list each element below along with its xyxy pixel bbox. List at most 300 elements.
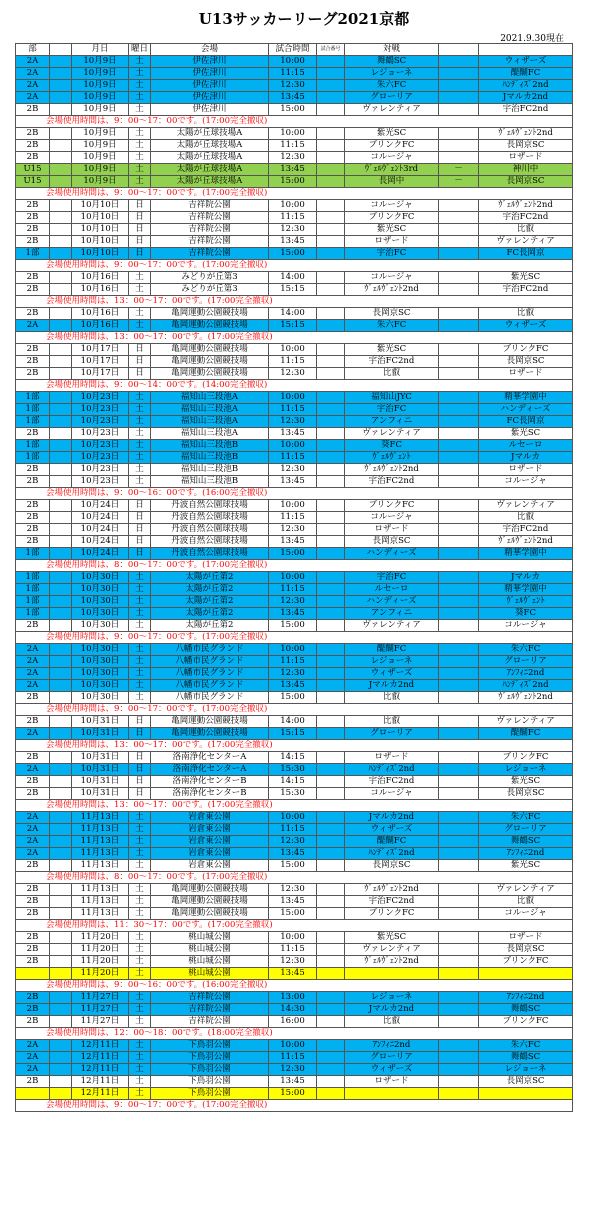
cell-division: 2B	[16, 152, 50, 164]
cell-game-number	[317, 236, 345, 248]
cell-date: 10月10日	[72, 200, 129, 212]
cell-home-team: ブリンクFC	[345, 500, 439, 512]
cell-date: 10月9日	[72, 56, 129, 68]
cell-game-number	[317, 716, 345, 728]
cell-vs	[439, 728, 479, 740]
cell-weekday: 土	[129, 944, 151, 956]
cell-away-team: 宇治FC2nd	[479, 104, 573, 116]
cell-division: 1部	[16, 404, 50, 416]
cell-vs	[439, 572, 479, 584]
cell-venue: 桃山城公園	[151, 956, 269, 968]
cell-away-team: ハンディーズ	[479, 404, 573, 416]
cell-time: 12:30	[269, 416, 317, 428]
match-row	[16, 692, 573, 704]
cell-away-team: ロザード	[479, 368, 573, 380]
cell-away-team: ｳﾞｪﾙｳﾞｪﾝﾄ	[479, 596, 573, 608]
cell-date: 10月23日	[72, 476, 129, 488]
cell-vs	[439, 404, 479, 416]
cell-date: 10月17日	[72, 344, 129, 356]
cell-away-team: 舞鶴SC	[479, 836, 573, 848]
col-game-number: 試合番号	[317, 44, 345, 56]
cell-away-team: 紫光SC	[479, 776, 573, 788]
cell-vs	[439, 968, 479, 980]
col-weekday: 曜日	[129, 44, 151, 56]
cell-weekday: 土	[129, 848, 151, 860]
cell-venue: 亀岡運動公園競技場	[151, 356, 269, 368]
cell-weekday: 土	[129, 404, 151, 416]
cell-time: 14:00	[269, 308, 317, 320]
cell-time: 14:00	[269, 716, 317, 728]
cell-division: 2A	[16, 644, 50, 656]
cell-time: 12:30	[269, 224, 317, 236]
cell-blank	[50, 716, 72, 728]
cell-game-number	[317, 608, 345, 620]
cell-blank	[50, 524, 72, 536]
cell-time: 10:00	[269, 200, 317, 212]
cell-date: 11月13日	[72, 884, 129, 896]
match-row	[16, 1088, 573, 1100]
cell-game-number	[317, 656, 345, 668]
cell-home-team: ｳﾞｪﾙｳﾞｪﾝﾄ3rd	[345, 164, 439, 176]
cell-blank	[50, 728, 72, 740]
cell-home-team: ヴァレンティア	[345, 104, 439, 116]
cell-date: 10月17日	[72, 368, 129, 380]
cell-home-team: 紫光SC	[345, 344, 439, 356]
cell-vs	[439, 1052, 479, 1064]
cell-weekday: 土	[129, 1088, 151, 1100]
cell-game-number	[317, 1088, 345, 1100]
cell-away-team: ﾊﾝﾃﾞｨｽﾞ2nd	[479, 80, 573, 92]
cell-venue: 太陽が丘球技場A	[151, 140, 269, 152]
cell-venue: 福知山三段池A	[151, 416, 269, 428]
cell-blank	[50, 596, 72, 608]
match-row	[16, 416, 573, 428]
cell-blank	[50, 356, 72, 368]
cell-weekday: 日	[129, 248, 151, 260]
cell-weekday: 土	[129, 1076, 151, 1088]
cell-time: 11:15	[269, 1052, 317, 1064]
cell-home-team	[345, 968, 439, 980]
cell-time: 11:15	[269, 140, 317, 152]
cell-blank	[50, 884, 72, 896]
cell-division: 2B	[16, 992, 50, 1004]
cell-home-team: 醍醐FC	[345, 644, 439, 656]
cell-vs	[439, 1040, 479, 1052]
cell-weekday: 土	[129, 884, 151, 896]
match-row	[16, 896, 573, 908]
cell-time: 11:15	[269, 404, 317, 416]
cell-home-team: 舞鶴SC	[345, 56, 439, 68]
cell-weekday: 土	[129, 320, 151, 332]
cell-date: 11月27日	[72, 992, 129, 1004]
cell-game-number	[317, 224, 345, 236]
cell-away-team: 紫光SC	[479, 860, 573, 872]
cell-vs	[439, 848, 479, 860]
match-row	[16, 764, 573, 776]
cell-division: 1部	[16, 392, 50, 404]
cell-venue: 太陽が丘第2	[151, 572, 269, 584]
cell-date: 10月30日	[72, 620, 129, 632]
cell-time: 15:00	[269, 908, 317, 920]
cell-venue: 岩倉東公園	[151, 860, 269, 872]
cell-weekday: 日	[129, 344, 151, 356]
venue-usage-note	[16, 380, 573, 392]
cell-venue: 太陽が丘球技場A	[151, 176, 269, 188]
cell-weekday: 土	[129, 836, 151, 848]
cell-home-team: Jマルカ2nd	[345, 680, 439, 692]
cell-venue: 吉祥院公園	[151, 212, 269, 224]
cell-weekday: 土	[129, 1052, 151, 1064]
cell-game-number	[317, 140, 345, 152]
cell-vs	[439, 128, 479, 140]
cell-weekday: 土	[129, 128, 151, 140]
cell-venue: 亀岡運動公園競技場	[151, 320, 269, 332]
cell-weekday: 土	[129, 932, 151, 944]
col-date: 月日	[72, 44, 129, 56]
cell-division	[16, 1088, 50, 1100]
cell-date: 10月23日	[72, 440, 129, 452]
cell-vs	[439, 92, 479, 104]
cell-game-number	[317, 128, 345, 140]
cell-vs	[439, 824, 479, 836]
cell-venue: 福知山三段池B	[151, 452, 269, 464]
cell-blank	[50, 476, 72, 488]
cell-vs	[439, 752, 479, 764]
cell-date: 10月31日	[72, 788, 129, 800]
match-row	[16, 668, 573, 680]
cell-away-team: グローリア	[479, 656, 573, 668]
match-row	[16, 944, 573, 956]
cell-away-team: 比叡	[479, 896, 573, 908]
cell-date: 10月31日	[72, 752, 129, 764]
cell-blank	[50, 1064, 72, 1076]
cell-vs	[439, 248, 479, 260]
cell-division: 2B	[16, 476, 50, 488]
cell-division: U15	[16, 176, 50, 188]
cell-home-team: コルージャ	[345, 512, 439, 524]
match-row	[16, 464, 573, 476]
cell-division: 2B	[16, 356, 50, 368]
cell-weekday: 土	[129, 428, 151, 440]
cell-division: 2A	[16, 824, 50, 836]
cell-blank	[50, 584, 72, 596]
cell-division: 1部	[16, 452, 50, 464]
cell-weekday: 日	[129, 752, 151, 764]
cell-home-team: 宇治FC	[345, 404, 439, 416]
cell-time: 13:45	[269, 608, 317, 620]
cell-vs	[439, 884, 479, 896]
match-row	[16, 596, 573, 608]
cell-weekday: 土	[129, 140, 151, 152]
cell-weekday: 土	[129, 680, 151, 692]
cell-venue: 八幡市民グランド	[151, 668, 269, 680]
venue-usage-note	[16, 296, 573, 308]
cell-home-team: 紫光SC	[345, 224, 439, 236]
cell-blank	[50, 944, 72, 956]
cell-blank	[50, 92, 72, 104]
cell-home-team: ｳﾞｪﾙｳﾞｪﾝﾄ2nd	[345, 284, 439, 296]
cell-home-team: 宇治FC	[345, 572, 439, 584]
cell-vs	[439, 80, 479, 92]
cell-home-team: 宇治FC2nd	[345, 476, 439, 488]
cell-weekday: 土	[129, 476, 151, 488]
cell-division: 2B	[16, 884, 50, 896]
cell-venue: 八幡市民グランド	[151, 656, 269, 668]
cell-weekday: 土	[129, 104, 151, 116]
cell-venue: 伊佐津川	[151, 80, 269, 92]
cell-game-number	[317, 776, 345, 788]
cell-venue: 下鳥羽公園	[151, 1052, 269, 1064]
cell-venue: 太陽が丘球技場A	[151, 128, 269, 140]
cell-away-team	[479, 1088, 573, 1100]
match-row	[16, 1052, 573, 1064]
cell-home-team: ウィザーズ	[345, 1064, 439, 1076]
cell-time: 10:00	[269, 392, 317, 404]
cell-division: 2A	[16, 836, 50, 848]
cell-time: 11:15	[269, 512, 317, 524]
cell-vs	[439, 596, 479, 608]
cell-away-team: コルージャ	[479, 620, 573, 632]
cell-date: 11月13日	[72, 848, 129, 860]
cell-away-team: 長岡京SC	[479, 356, 573, 368]
cell-weekday: 土	[129, 1004, 151, 1016]
cell-time: 12:30	[269, 1064, 317, 1076]
cell-game-number	[317, 968, 345, 980]
venue-usage-note	[16, 704, 573, 716]
cell-away-team: ヴァレンティア	[479, 236, 573, 248]
cell-division: 2A	[16, 1040, 50, 1052]
cell-blank	[50, 836, 72, 848]
cell-game-number	[317, 992, 345, 1004]
cell-weekday: 土	[129, 464, 151, 476]
cell-away-team: 神川中	[479, 164, 573, 176]
cell-time: 15:00	[269, 548, 317, 560]
venue-usage-note-text: 会場使用時間は、9：00～17：00です。(17:00完全撤収)	[16, 260, 573, 272]
cell-weekday: 土	[129, 692, 151, 704]
cell-away-team: ロザード	[479, 932, 573, 944]
cell-time: 11:15	[269, 584, 317, 596]
cell-game-number	[317, 728, 345, 740]
cell-time: 14:15	[269, 752, 317, 764]
cell-away-team: 長岡京SC	[479, 788, 573, 800]
cell-time: 10:00	[269, 440, 317, 452]
cell-blank	[50, 1040, 72, 1052]
cell-home-team: 宇治FC2nd	[345, 896, 439, 908]
cell-away-team: 長岡京SC	[479, 176, 573, 188]
cell-game-number	[317, 956, 345, 968]
cell-weekday: 土	[129, 596, 151, 608]
cell-date: 10月31日	[72, 728, 129, 740]
cell-weekday: 日	[129, 788, 151, 800]
cell-division: 2A	[16, 668, 50, 680]
cell-time: 10:00	[269, 500, 317, 512]
match-row	[16, 752, 573, 764]
cell-away-team: 舞鶴SC	[479, 1004, 573, 1016]
cell-blank	[50, 56, 72, 68]
match-row	[16, 128, 573, 140]
cell-vs	[439, 836, 479, 848]
cell-division: 2B	[16, 308, 50, 320]
col-time: 試合時間	[269, 44, 317, 56]
cell-venue: 亀岡運動公園競技場	[151, 896, 269, 908]
cell-venue: 吉祥院公園	[151, 200, 269, 212]
match-row	[16, 104, 573, 116]
cell-home-team: ハンディーズ	[345, 548, 439, 560]
cell-venue: 岩倉東公園	[151, 836, 269, 848]
cell-game-number	[317, 80, 345, 92]
cell-vs	[439, 536, 479, 548]
cell-away-team: 精華学園中	[479, 584, 573, 596]
cell-game-number	[317, 584, 345, 596]
cell-game-number	[317, 344, 345, 356]
cell-division: 2B	[16, 692, 50, 704]
cell-date: 10月10日	[72, 224, 129, 236]
cell-away-team: ｳﾞｪﾙｳﾞｪﾝﾄ2nd	[479, 128, 573, 140]
cell-weekday: 土	[129, 896, 151, 908]
cell-away-team: ｳﾞｪﾙｳﾞｪﾝﾄ2nd	[479, 200, 573, 212]
cell-date: 10月23日	[72, 464, 129, 476]
cell-weekday: 日	[129, 500, 151, 512]
cell-blank	[50, 620, 72, 632]
match-row	[16, 956, 573, 968]
cell-time: 12:30	[269, 956, 317, 968]
cell-weekday: 土	[129, 452, 151, 464]
cell-time: 15:00	[269, 692, 317, 704]
venue-usage-note	[16, 560, 573, 572]
cell-weekday: 土	[129, 644, 151, 656]
cell-division: 2B	[16, 500, 50, 512]
cell-venue: 亀岡運動公園競技場	[151, 368, 269, 380]
cell-time: 15:00	[269, 176, 317, 188]
cell-vs	[439, 932, 479, 944]
cell-venue: 福知山三段池B	[151, 476, 269, 488]
col-match: 対戦	[345, 44, 439, 56]
match-row	[16, 788, 573, 800]
cell-weekday: 土	[129, 284, 151, 296]
cell-away-team: 宇治FC2nd	[479, 524, 573, 536]
cell-division: 2B	[16, 788, 50, 800]
cell-weekday: 日	[129, 716, 151, 728]
cell-weekday: 土	[129, 152, 151, 164]
cell-vs	[439, 656, 479, 668]
cell-away-team: ｱﾝﾌｨﾆ2nd	[479, 848, 573, 860]
cell-division: 2B	[16, 896, 50, 908]
cell-away-team	[479, 968, 573, 980]
match-row	[16, 848, 573, 860]
cell-vs	[439, 56, 479, 68]
cell-date: 10月24日	[72, 500, 129, 512]
cell-division: 2B	[16, 1076, 50, 1088]
match-row	[16, 824, 573, 836]
venue-usage-note	[16, 488, 573, 500]
cell-vs	[439, 212, 479, 224]
cell-venue: 丹波自然公園球技場	[151, 536, 269, 548]
cell-home-team: アンフィニ	[345, 416, 439, 428]
cell-weekday: 土	[129, 908, 151, 920]
cell-game-number	[317, 668, 345, 680]
cell-time: 11:15	[269, 452, 317, 464]
cell-away-team: 宇治FC2nd	[479, 212, 573, 224]
cell-time: 12:30	[269, 464, 317, 476]
match-row	[16, 992, 573, 1004]
cell-game-number	[317, 320, 345, 332]
cell-weekday: 土	[129, 656, 151, 668]
cell-date: 12月11日	[72, 1088, 129, 1100]
match-row	[16, 92, 573, 104]
cell-venue: 八幡市民グランド	[151, 644, 269, 656]
cell-blank	[50, 644, 72, 656]
page-title: U13サッカーリーグ2021京都	[198, 10, 410, 28]
cell-game-number	[317, 392, 345, 404]
cell-blank	[50, 236, 72, 248]
cell-vs	[439, 224, 479, 236]
cell-home-team: 比叡	[345, 692, 439, 704]
cell-game-number	[317, 848, 345, 860]
cell-game-number	[317, 596, 345, 608]
cell-vs	[439, 896, 479, 908]
cell-weekday: 土	[129, 812, 151, 824]
cell-away-team: 宇治FC2nd	[479, 284, 573, 296]
cell-vs	[439, 608, 479, 620]
cell-home-team: ウィザーズ	[345, 824, 439, 836]
cell-date: 10月9日	[72, 104, 129, 116]
cell-date: 11月27日	[72, 1016, 129, 1028]
cell-blank	[50, 308, 72, 320]
cell-home-team: コルージャ	[345, 788, 439, 800]
venue-usage-note-text: 会場使用時間は、9：00～17：00です。(17:00完全撤収)	[16, 704, 573, 716]
cell-home-team: グローリア	[345, 1052, 439, 1064]
venue-usage-note	[16, 1028, 573, 1040]
cell-division: 2A	[16, 848, 50, 860]
cell-away-team: コルージャ	[479, 908, 573, 920]
cell-blank	[50, 284, 72, 296]
cell-venue: 吉祥院公園	[151, 224, 269, 236]
cell-game-number	[317, 1076, 345, 1088]
cell-home-team: 醍醐FC	[345, 836, 439, 848]
cell-division: 2B	[16, 908, 50, 920]
cell-vs	[439, 416, 479, 428]
cell-blank	[50, 344, 72, 356]
venue-usage-note-text: 会場使用時間は、9：00～17：00です。(17:00完全撤収)	[16, 1100, 573, 1112]
cell-home-team: ｳﾞｪﾙｳﾞｪﾝﾄ	[345, 452, 439, 464]
cell-vs	[439, 908, 479, 920]
cell-home-team: コルージャ	[345, 272, 439, 284]
cell-blank	[50, 848, 72, 860]
cell-division: 2B	[16, 512, 50, 524]
cell-date: 10月30日	[72, 644, 129, 656]
cell-venue: 八幡市民グランド	[151, 680, 269, 692]
cell-vs	[439, 692, 479, 704]
cell-division: 2A	[16, 68, 50, 80]
cell-away-team: ﾊﾝﾃﾞｨｽﾞ2nd	[479, 680, 573, 692]
cell-venue: みどりが丘第3	[151, 284, 269, 296]
cell-away-team: 醍醐FC	[479, 68, 573, 80]
cell-venue: 下鳥羽公園	[151, 1040, 269, 1052]
cell-blank	[50, 128, 72, 140]
cell-time: 13:45	[269, 968, 317, 980]
cell-division: 2B	[16, 932, 50, 944]
match-row	[16, 728, 573, 740]
cell-blank	[50, 176, 72, 188]
cell-division: 1部	[16, 584, 50, 596]
cell-time: 15:15	[269, 320, 317, 332]
cell-date: 10月31日	[72, 776, 129, 788]
venue-usage-note-text: 会場使用時間は、12：00～18：00です。(18:00完全撤収)	[16, 1028, 573, 1040]
cell-venue: 伊佐津川	[151, 56, 269, 68]
cell-away-team: Jマルカ2nd	[479, 92, 573, 104]
match-row	[16, 656, 573, 668]
cell-division: 1部	[16, 572, 50, 584]
